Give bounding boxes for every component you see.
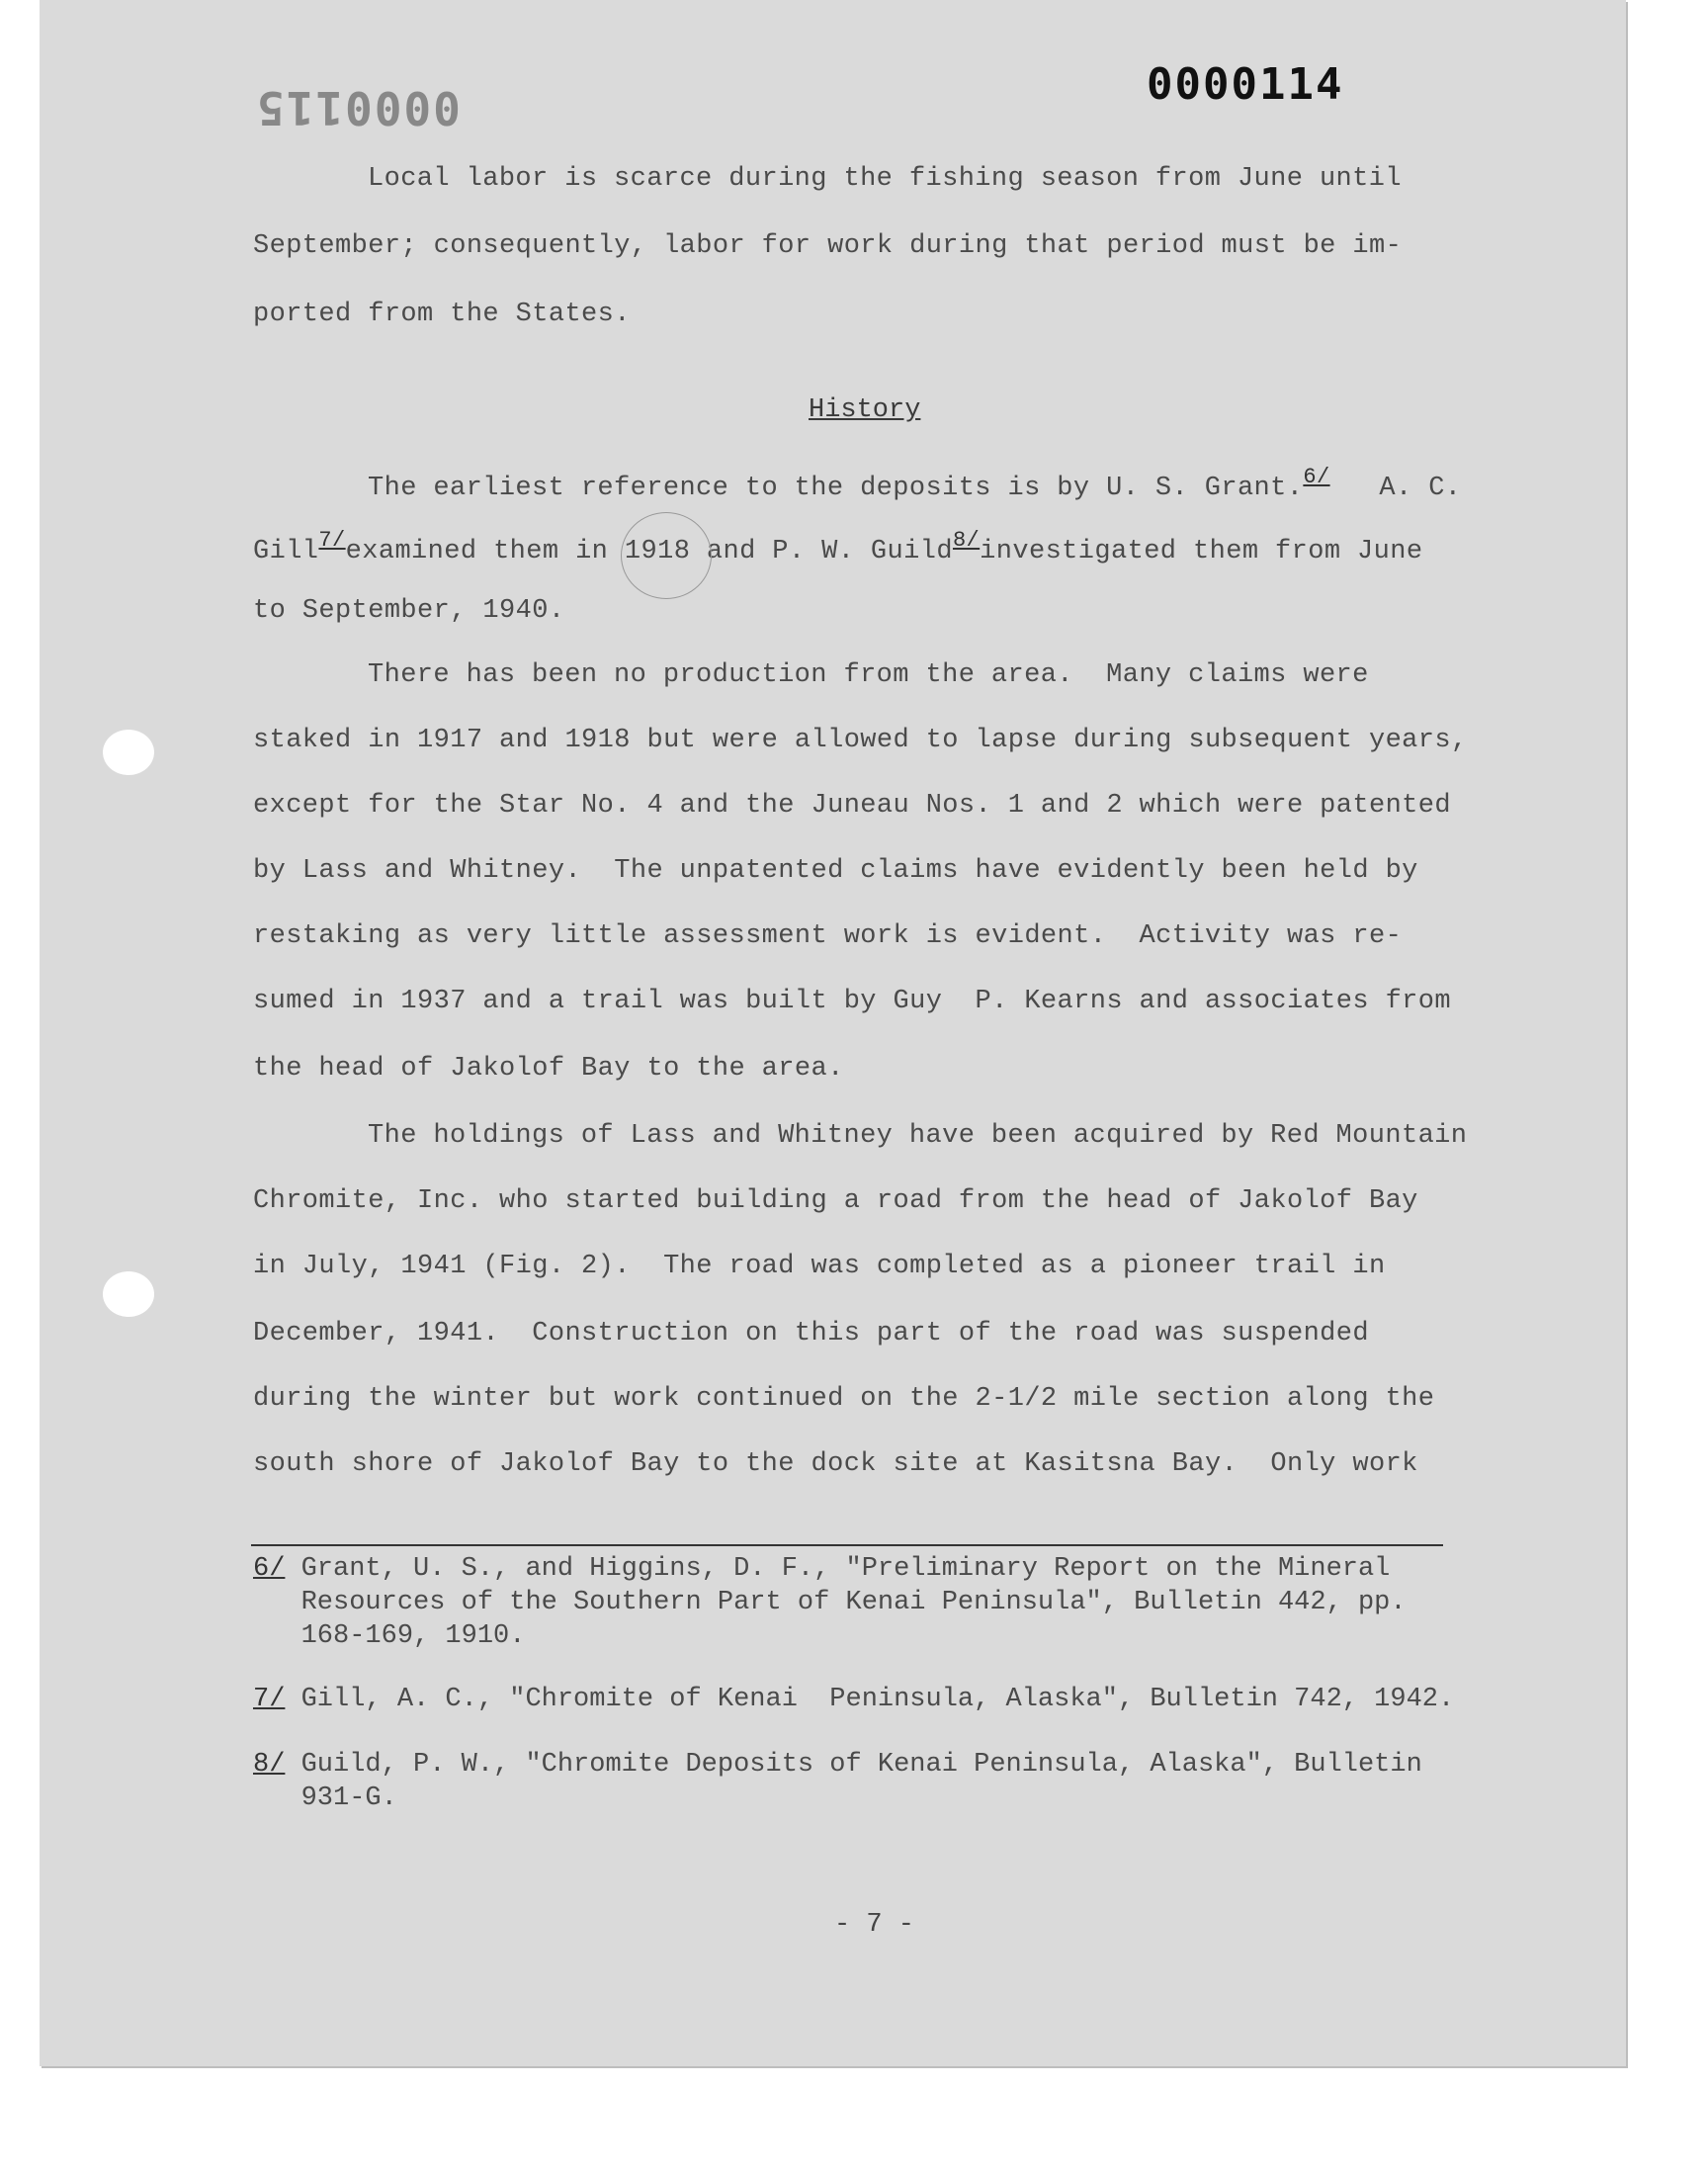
footnote-text: Guild, P. W., "Chromite Deposits of Kenai Peninsula, Alaska", Bulletin 931-G.: [300, 1750, 1422, 1813]
footnote-8: [253, 1748, 1422, 1815]
text-run: A. C.: [1329, 474, 1462, 503]
paragraph-line: The holdings of Lass and Whitney have been acquired by Red Mountain: [368, 1121, 1468, 1151]
paragraph-line: during the winter but work continued on the 2-1/2 mile section along the: [253, 1384, 1435, 1414]
footnote-6: [253, 1552, 1407, 1653]
paragraph-line: Chromite, Inc. who started building a road from the head of Jakolof Bay: [253, 1186, 1418, 1216]
document-stamp-mirrored: 0000115: [255, 81, 461, 134]
paragraph-line: [368, 465, 1461, 503]
paragraph-line: in July, 1941 (Fig. 2). The road was completed as a pioneer trail in: [253, 1252, 1386, 1281]
footnote-ref-6: 6/: [1303, 465, 1330, 489]
paragraph-line: ported from the States.: [253, 300, 631, 329]
paragraph-line: Local labor is scarce during the fishing season from June until: [368, 164, 1402, 194]
text-run: The earliest reference to the deposits is by U. S. Grant.: [368, 474, 1304, 503]
paragraph-line: restaking as very little assessment work is evident. Activity was re-: [253, 921, 1403, 951]
footnote-number: 8/: [253, 1750, 286, 1780]
punch-hole-lower: [103, 1271, 154, 1317]
paragraph-line: south shore of Jakolof Bay to the dock site at Kasitsna Bay. Only work: [253, 1449, 1418, 1479]
paragraph-line: to September, 1940.: [253, 596, 565, 626]
footnote-number: 7/: [253, 1685, 286, 1714]
section-heading: History: [809, 395, 921, 425]
footnote-7: [253, 1683, 1454, 1716]
paragraph-line: the head of Jakolof Bay to the area.: [253, 1054, 844, 1084]
footnote-text: Gill, A. C., "Chromite of Kenai Peninsula, Alaska", Bulletin 742, 1942.: [300, 1685, 1455, 1714]
text-run: examined them in 1918 and P. W. Guild: [345, 537, 953, 566]
paragraph-line: except for the Star No. 4 and the Juneau Nos. 1 and 2 which were patented: [253, 791, 1451, 821]
footnote-text: Grant, U. S., and Higgins, D. F., "Preliminary Report on the Mineral Resources of the Southern Part of Kenai Peninsula", Bulletin 442, pp. 168-169, 1910.: [300, 1554, 1407, 1651]
pencil-circle-mark: [621, 512, 712, 599]
paragraph-line: September; consequently, labor for work during that period must be im-: [253, 231, 1403, 261]
footnote-ref-8: 8/: [952, 528, 981, 553]
paragraph-line: [253, 528, 1422, 566]
paragraph-line: staked in 1917 and 1918 but were allowed to lapse during subsequent years,: [253, 726, 1468, 755]
paragraph-line: December, 1941. Construction on this part of the road was suspended: [253, 1319, 1369, 1348]
page-number: - 7 -: [834, 1910, 915, 1940]
footnote-ref-7: 7/: [318, 528, 346, 553]
text-run: Gill: [253, 537, 319, 566]
punch-hole-upper: [103, 730, 154, 775]
document-stamp-number: 0000114: [1147, 59, 1344, 110]
paragraph-line: by Lass and Whitney. The unpatented claims have evidently been held by: [253, 856, 1418, 886]
footnote-number: 6/: [253, 1554, 286, 1584]
footnote-divider: [251, 1544, 1443, 1546]
paragraph-line: There has been no production from the area. Many claims were: [368, 660, 1369, 690]
text-run: investigated them from June: [980, 537, 1423, 566]
paragraph-line: sumed in 1937 and a trail was built by Guy P. Kearns and associates from: [253, 987, 1451, 1016]
